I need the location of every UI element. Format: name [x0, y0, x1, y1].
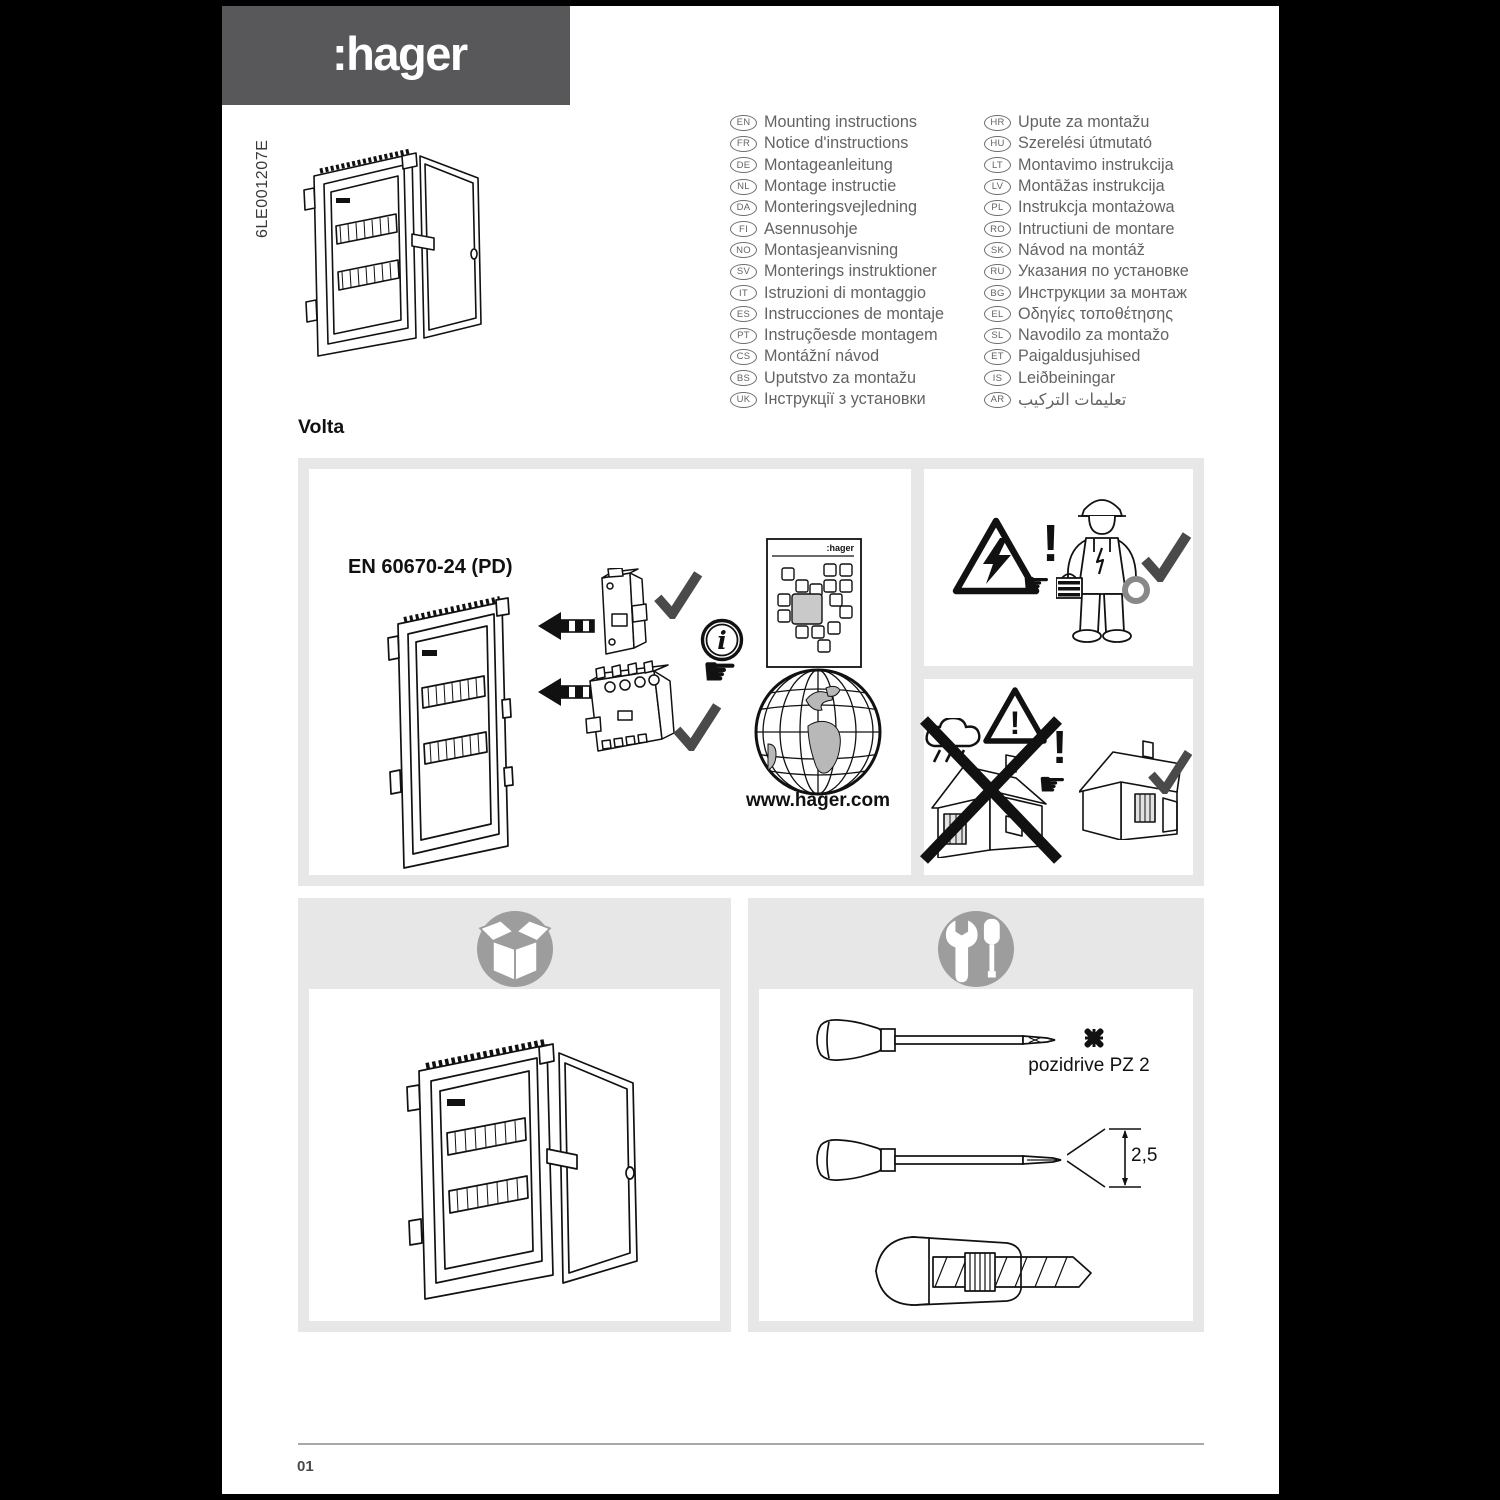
language-label: Instrucciones de montaje [764, 304, 944, 323]
language-label: Szerelési útmutató [1018, 134, 1153, 153]
rcd-breaker-drawing [580, 655, 676, 757]
language-code-badge: BS [730, 370, 757, 386]
language-item [730, 240, 982, 261]
exclamation-mark: ! [1042, 515, 1060, 573]
required-tools-panel [748, 898, 1204, 1332]
language-item [730, 112, 982, 133]
package-icon [477, 911, 553, 987]
language-code-badge: PT [730, 328, 757, 344]
language-label: Návod na montáž [1018, 240, 1145, 259]
svg-text:i: i [717, 626, 727, 655]
language-code-badge: HU [984, 136, 1011, 152]
language-code-badge: DA [730, 200, 757, 216]
checkmark-icon [1140, 530, 1192, 582]
language-code-badge: EL [984, 306, 1011, 322]
language-item [984, 261, 1236, 282]
language-item [730, 282, 982, 303]
language-list-right [984, 112, 1236, 410]
language-code-badge: PL [984, 200, 1011, 216]
language-code-badge: NL [730, 179, 757, 195]
language-code-badge: DE [730, 157, 757, 173]
language-code-badge: ET [984, 349, 1011, 365]
language-item [984, 368, 1236, 389]
pointing-hand-icon: ☛ [1022, 566, 1051, 602]
language-label: Intructiuni de montare [1018, 219, 1175, 238]
language-item [984, 346, 1236, 367]
mcb-breaker-drawing [588, 568, 652, 660]
pozidrive-label: pozidrive PZ 2 [1028, 1055, 1150, 1076]
language-code-badge: AR [984, 392, 1011, 408]
language-code-badge: SK [984, 242, 1011, 258]
checkmark-icon [1147, 748, 1193, 794]
language-label: Monterings instruktioner [764, 262, 937, 281]
document-reference-code: 6LE001207E [254, 139, 271, 238]
enclosure-drawing-main [378, 580, 538, 870]
blade-width-label: 2,5 [1131, 1145, 1158, 1166]
language-label: Paigaldusjuhised [1018, 347, 1141, 366]
language-label: تعليمات التركيب [1018, 390, 1127, 409]
flathead-screwdriver-drawing [815, 1137, 1065, 1183]
language-item [730, 389, 982, 410]
pozidrive-symbol-icon [1081, 1025, 1107, 1051]
utility-knife-drawing [869, 1233, 1109, 1309]
language-label: Montageanleitung [764, 155, 893, 174]
language-item [984, 176, 1236, 197]
product-name: Volta [298, 416, 345, 438]
language-list-left [730, 112, 982, 410]
language-code-badge: IS [984, 370, 1011, 386]
language-label: Instruçõesde montagem [764, 326, 938, 345]
main-illustration-panel [298, 458, 1204, 886]
footer-divider [298, 1443, 1204, 1445]
language-label: Mounting instructions [764, 113, 917, 132]
language-label: Montāžas instrukcija [1018, 177, 1165, 196]
language-label: Montavimo instrukcija [1018, 155, 1174, 174]
language-item [730, 218, 982, 239]
language-item [730, 346, 982, 367]
language-item [730, 155, 982, 176]
pointing-hand-icon: ☛ [1038, 766, 1067, 802]
language-code-badge: HR [984, 115, 1011, 131]
language-code-badge: NO [730, 242, 757, 258]
header-block [222, 6, 570, 105]
language-code-badge: EN [730, 115, 757, 131]
language-code-badge: ES [730, 306, 757, 322]
language-label: Montasjeanvisning [764, 240, 899, 259]
language-label: Montážní návod [764, 347, 880, 366]
language-item [730, 261, 982, 282]
language-label: Указания по установке [1018, 262, 1189, 281]
exclamation-mark: ! [1052, 721, 1068, 773]
language-item [730, 176, 982, 197]
language-item [984, 304, 1236, 325]
language-item [730, 133, 982, 154]
panel-divider-horizontal [924, 666, 1193, 679]
checkmark-icon [653, 569, 703, 619]
language-code-badge: SL [984, 328, 1011, 344]
globe-icon [750, 664, 886, 800]
language-code-badge: IT [730, 285, 757, 301]
language-item [984, 325, 1236, 346]
language-code-badge: LT [984, 157, 1011, 173]
language-item [984, 240, 1236, 261]
instruction-sheet-page [222, 6, 1279, 1494]
language-item [730, 197, 982, 218]
language-item [984, 155, 1236, 176]
pointing-hand-icon: ☛ [702, 650, 738, 694]
enclosure-drawing-package [379, 1021, 649, 1311]
language-label: Istruzioni di montaggio [764, 283, 926, 302]
language-label: Navodilo za montažo [1018, 326, 1170, 345]
language-label: Monteringsvejledning [764, 198, 917, 217]
tools-icon [938, 911, 1014, 987]
language-code-badge: BG [984, 285, 1011, 301]
language-label: Інструкції з установки [764, 390, 926, 408]
svg-text::hager: :hager [826, 543, 854, 553]
language-item [984, 218, 1236, 239]
language-item [730, 368, 982, 389]
language-item [984, 197, 1236, 218]
electrician-figure [1056, 486, 1150, 648]
language-label: Montage instructie [764, 177, 897, 196]
language-code-badge: RU [984, 264, 1011, 280]
standard-label: EN 60670-24 (PD) [348, 556, 513, 578]
language-item [730, 325, 982, 346]
enclosure-drawing-intro [284, 138, 482, 368]
language-label: Инструкции за монтаж [1018, 283, 1187, 302]
language-code-badge: RO [984, 221, 1011, 237]
website-label: www.hager.com [746, 790, 890, 811]
language-code-badge: FI [730, 221, 757, 237]
language-code-badge: FR [730, 136, 757, 152]
language-label: Notice d'instructions [764, 134, 909, 153]
svg-text:!: ! [1009, 705, 1021, 741]
language-item [984, 282, 1236, 303]
language-label: Uputstvo za montažu [764, 368, 917, 387]
language-code-badge: UK [730, 392, 757, 408]
hager-logo: :hager [332, 27, 467, 80]
language-label: Instrukcja montażowa [1018, 198, 1175, 217]
page-number: 01 [297, 1458, 314, 1475]
language-code-badge: CS [730, 349, 757, 365]
language-item [984, 112, 1236, 133]
language-label: Upute za montažu [1018, 113, 1150, 132]
language-item [984, 133, 1236, 154]
language-label: Leiðbeiningar [1018, 368, 1116, 387]
language-label: Οδηγίες τοποθέτησης [1018, 304, 1174, 323]
package-contents-panel [298, 898, 731, 1332]
language-item [730, 304, 982, 325]
instruction-document-card [766, 538, 862, 668]
language-code-badge: LV [984, 179, 1011, 195]
checkmark-icon [672, 701, 722, 751]
language-item [984, 389, 1236, 410]
language-code-badge: SV [730, 264, 757, 280]
language-label: Asennusohje [764, 219, 858, 238]
